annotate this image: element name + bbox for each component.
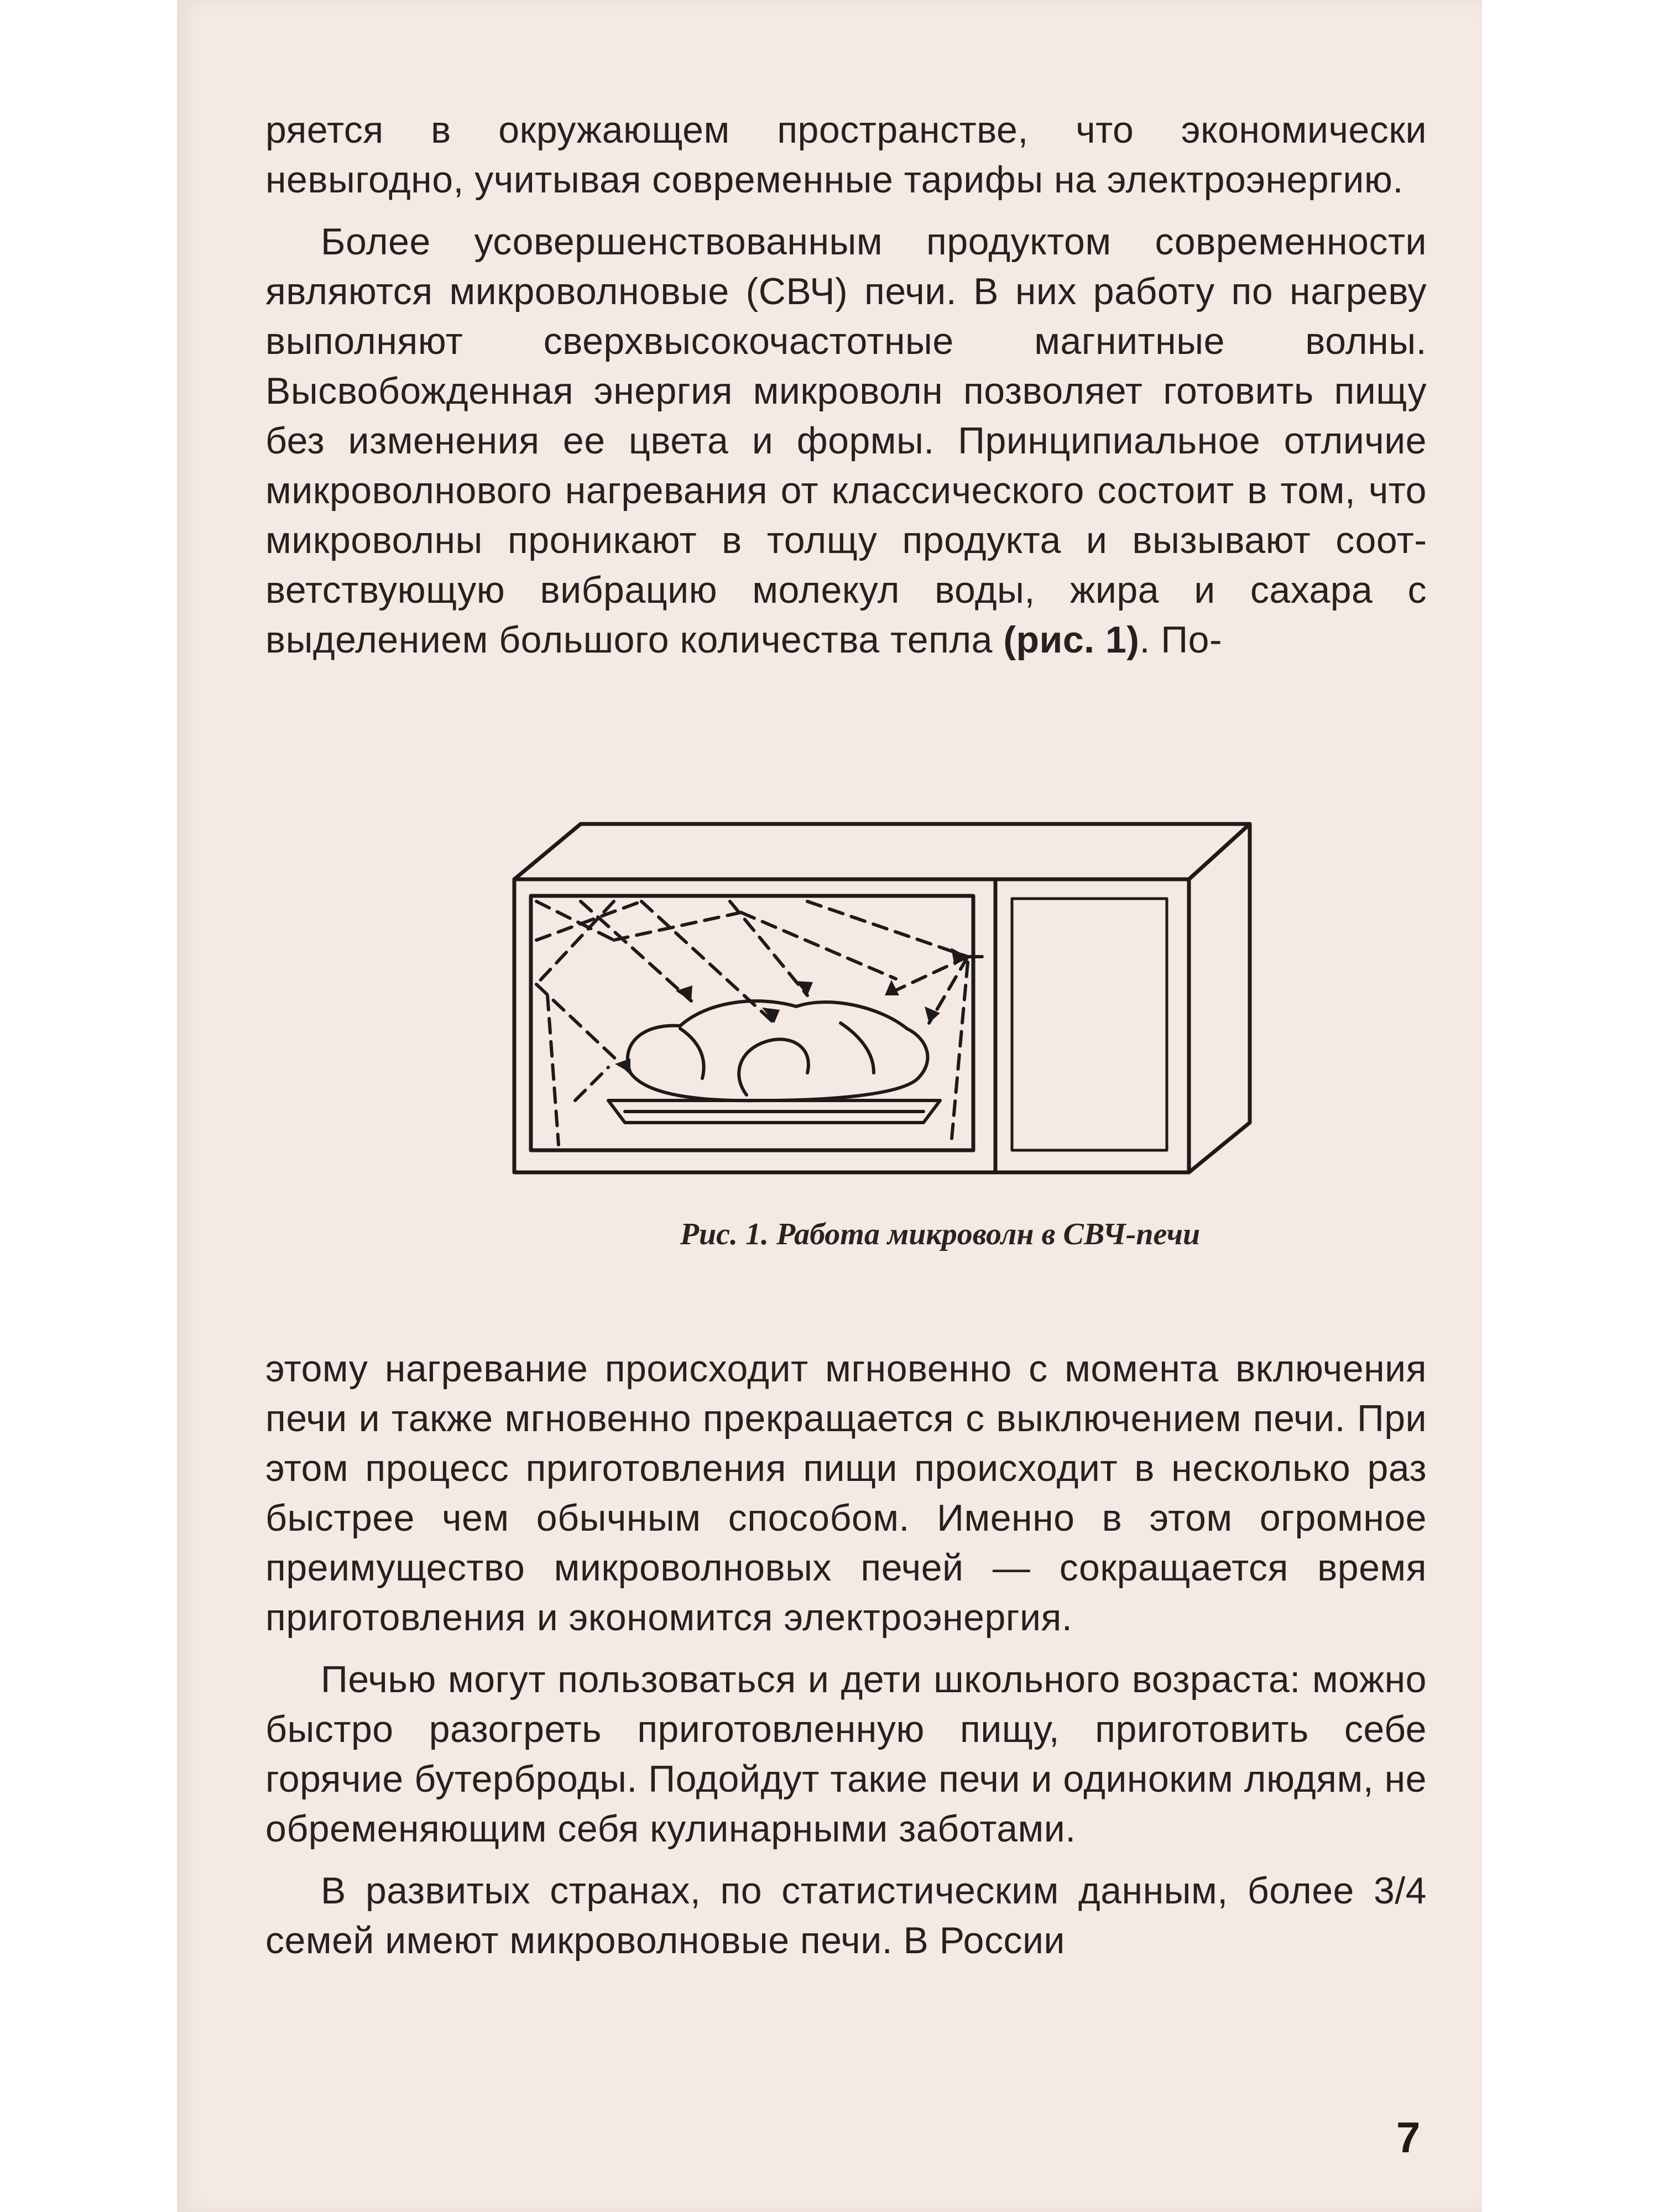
wave-path <box>951 962 968 1145</box>
oven-body-top <box>514 824 1250 879</box>
control-panel <box>1012 899 1167 1150</box>
wave-path <box>536 901 614 984</box>
wave-path <box>575 1067 608 1100</box>
wave-arrowheads <box>615 948 968 1073</box>
chicken-outline <box>628 1001 928 1100</box>
paragraph-microwave-intro <box>265 217 1427 665</box>
text-block-top <box>265 105 1427 665</box>
wave-path <box>807 901 968 957</box>
chicken-detail <box>739 1039 808 1095</box>
chicken-detail <box>680 1029 704 1078</box>
paragraph-statistics: В развитых странах, по статистическим данным, более 3/4 семей имеют микроволновые печи. В России <box>265 1870 1427 1961</box>
paragraph-continuation: ряется в окружающем пространстве, что экономически невыгодно, учитывая современные тарифы на электроэнергию. <box>265 109 1427 201</box>
text-block-bottom <box>265 1344 1427 1965</box>
paragraph-children-usage: Печью могут пользоваться и дети школьного возраста: можно быстро разогреть приготовленную пищу, приготовить себе горячие бутерброды. Подойдут такие печи и одиноким людям, не обременяющим себя кулинарными заботами. <box>265 1658 1427 1850</box>
paragraph-microwave-intro-text: Более усовершенствованным продуктом современности являются микроволновые (СВЧ) печи. В них работу по нагреву выполняют сверхвысокочастотные магнитные волны. Высвобожденная энергия микроволн позволяет готовить пищу без изменения ее цвета и формы. Принципиальное отличие микроволнового нагревания от классического состоит в том, что микроволны проникают в толщу продукта и вызывают соответствующую вибрацию молекул воды, жира и сахара с выделением большого количества тепла <box>265 221 1427 661</box>
paragraph-heating-speed: этому нагревание происходит мгновенно с момента включения печи и также мгновенно прекращается с выключением печи. При этом процесс приготовления пищи происходит в несколько раз быстрее чем обычным способом. Именно в этом огромное преимущество микроволновых печей — сокращается время приготовления и экономится электроэнергия. <box>265 1348 1427 1639</box>
oven-body-side <box>1189 824 1250 1172</box>
figure-microwave-diagram <box>498 813 1383 1189</box>
wave-path <box>547 995 559 1145</box>
book-page <box>177 0 1482 2212</box>
figure-reference: (рис. 1) <box>1003 619 1140 661</box>
oven-body-front <box>514 879 1189 1172</box>
scan-background <box>0 0 177 2212</box>
wave-path <box>581 901 691 1001</box>
microwave-illustration <box>498 813 1383 1189</box>
microwave-paths <box>536 901 984 1145</box>
page-number: 7 <box>1396 2113 1421 2162</box>
figure-caption: Рис. 1. Работа микроволн в СВЧ-печи <box>680 1217 1201 1251</box>
arrowhead <box>885 980 899 995</box>
chicken-detail <box>841 1023 874 1073</box>
paragraph-microwave-intro-tail: . По- <box>1139 619 1223 661</box>
